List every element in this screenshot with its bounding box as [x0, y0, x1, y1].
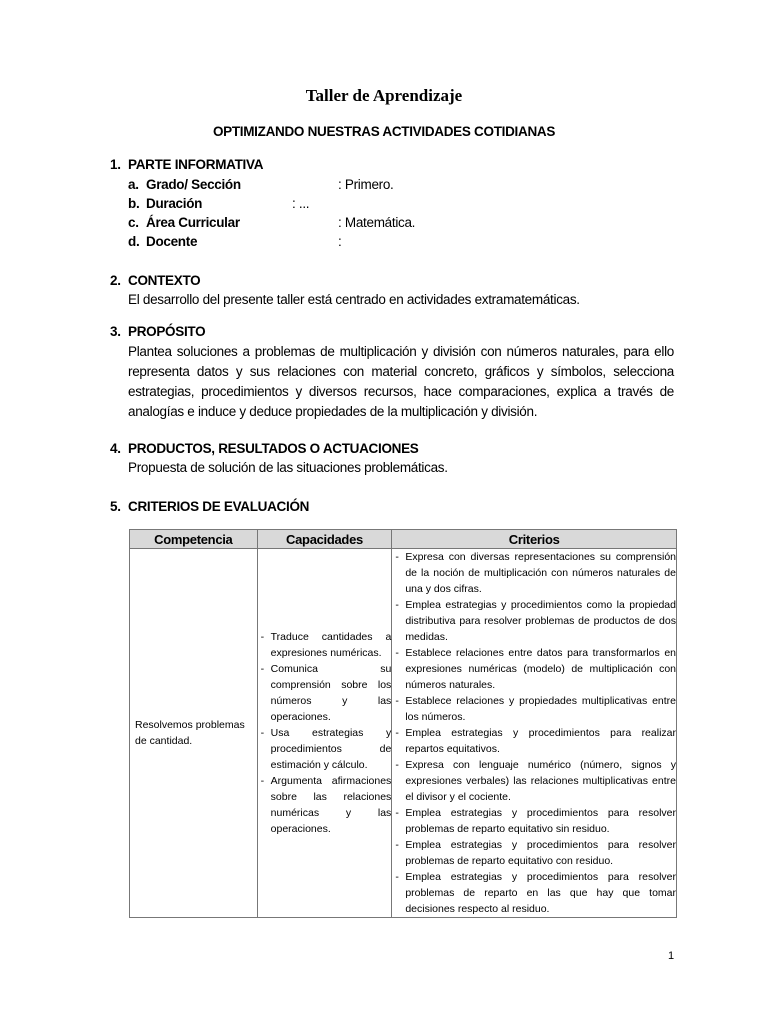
criterio-item: - Emplea estrategias y procedimientos para resolver problemas de reparto equitativo sin residuo.: [392, 805, 676, 837]
criterio-item: - Emplea estrategias y procedimientos como la propiedad distributiva para resolver problemas de productos de dos medidas.: [392, 597, 676, 645]
purpose-paragraph: Plantea soluciones a problemas de multiplicación y división con números naturales, para ello representa datos y sus relaciones con material concreto, gráficos y símbolos, selecciona estrategias, procedimientos y diversos recursos, hace comparaciones, explica a través de analogías e induce y deduce propiedades de la multiplicación y división.: [128, 344, 674, 419]
evaluation-table: [129, 529, 677, 918]
criterio-item: - Expresa con diversas representaciones su comprensión de la noción de multiplicación con números naturales de una y dos cifras.: [392, 549, 676, 597]
document-title: Taller de Aprendizaje: [305, 86, 463, 105]
info-value: : Matemática.: [338, 215, 416, 230]
capacidad-item: - Comunica su comprensión sobre los números y las operaciones.: [258, 661, 392, 725]
section-2-heading: [110, 273, 200, 288]
criterio-item: - Expresa con lenguaje numérico (número, signos y expresiones verbales) las relaciones multiplicativas entre el divisor y el cociente.: [392, 757, 676, 805]
competencia-text: Resolvemos problemas de cantidad.: [135, 719, 245, 747]
section-title: PARTE INFORMATIVA: [128, 157, 264, 172]
criterio-item: - Emplea estrategias y procedimientos para resolver problemas de reparto equitativo con residuo.: [392, 837, 676, 869]
context-paragraph: El desarrollo del presente taller está centrado en actividades extramatemáticas.: [128, 292, 580, 307]
products-paragraph: Propuesta de solución de las situaciones problemáticas.: [128, 460, 448, 475]
section-3-heading: [110, 324, 205, 339]
header-criterios: Criterios: [392, 530, 677, 549]
criterio-item: - Establece relaciones y propiedades multiplicativas entre los números.: [392, 693, 676, 725]
capacidades-cell: [257, 549, 392, 918]
section-title: PROPÓSITO: [128, 324, 206, 339]
document-subtitle: OPTIMIZANDO NUESTRAS ACTIVIDADES COTIDIANAS: [212, 124, 556, 139]
info-value: : ...: [292, 196, 310, 211]
section-5-heading: [110, 499, 309, 514]
info-letter: d.: [128, 234, 140, 249]
criterio-item: - Emplea estrategias y procedimientos para realizar repartos equitativos.: [392, 725, 676, 757]
table-header-row: [130, 530, 677, 549]
info-letter: c.: [128, 215, 139, 230]
section-1-heading: [110, 157, 263, 172]
capacidad-item: - Argumenta afirmaciones sobre las relaciones numéricas y las operaciones.: [258, 773, 392, 837]
competencia-cell: [130, 549, 258, 918]
section-number: 1.: [110, 157, 121, 172]
info-letter: b.: [128, 196, 140, 211]
criterios-cell: [392, 549, 677, 918]
info-label: Área Curricular: [146, 215, 240, 230]
section-number: 2.: [110, 273, 121, 288]
criterios-list: [392, 549, 676, 917]
capacidad-item: - Usa estrategias y procedimientos de estimación y cálculo.: [258, 725, 392, 773]
info-letter: a.: [128, 177, 139, 192]
section-number: 5.: [110, 499, 121, 514]
section-number: 3.: [110, 324, 121, 339]
criterio-item: - Establece relaciones entre datos para transformarlos en expresiones numéricas (modelo) de multiplicación con números naturales.: [392, 645, 676, 693]
section-title: CRITERIOS DE EVALUACIÓN: [128, 499, 310, 514]
info-value: :: [338, 234, 342, 249]
section-number: 4.: [110, 441, 121, 456]
section-4-heading: [110, 441, 419, 456]
table-row: [130, 549, 677, 918]
section-title: CONTEXTO: [128, 273, 201, 288]
criterio-item: - Emplea estrategias y procedimientos para resolver problemas de reparto en las que hay que tomar decisiones respecto al residuo.: [392, 869, 676, 917]
info-label: Duración: [146, 196, 203, 211]
capacidad-item: - Traduce cantidades a expresiones numéricas.: [258, 629, 392, 661]
section-title: PRODUCTOS, RESULTADOS O ACTUACIONES: [128, 441, 419, 456]
info-label: Grado/ Sección: [146, 177, 241, 192]
header-competencia: Competencia: [130, 530, 258, 549]
page-number: 1: [668, 950, 675, 962]
info-label: Docente: [146, 234, 198, 249]
capacidades-list: [258, 629, 392, 837]
header-capacidades: Capacidades: [257, 530, 392, 549]
info-value: : Primero.: [338, 177, 394, 192]
